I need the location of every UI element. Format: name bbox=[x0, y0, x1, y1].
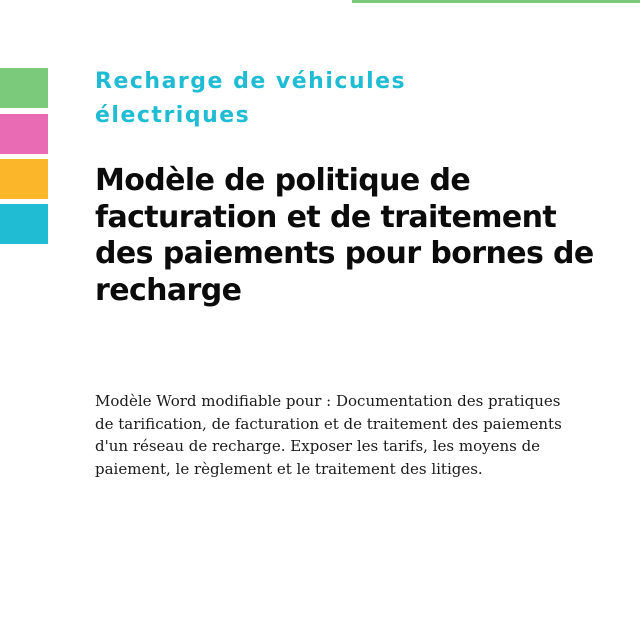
document-title: Modèle de politique de facturation et de traitement des paiements pour bornes de recharge bbox=[95, 163, 594, 308]
pink-color-bar bbox=[0, 114, 48, 154]
category-label: Recharge de véhicules électriques bbox=[95, 69, 407, 128]
document-description: Modèle Word modifiable pour : Documentation des pratiques de tarification, de facturation et de traitement des paiements d'un réseau de recharge. Exposer les tarifs, les moyens de paiement, le règlement et le traitement des litiges. bbox=[95, 392, 562, 478]
orange-color-bar bbox=[0, 159, 48, 199]
cyan-color-bar bbox=[0, 204, 48, 244]
green-color-bar bbox=[0, 68, 48, 108]
top-accent-line bbox=[352, 0, 640, 3]
